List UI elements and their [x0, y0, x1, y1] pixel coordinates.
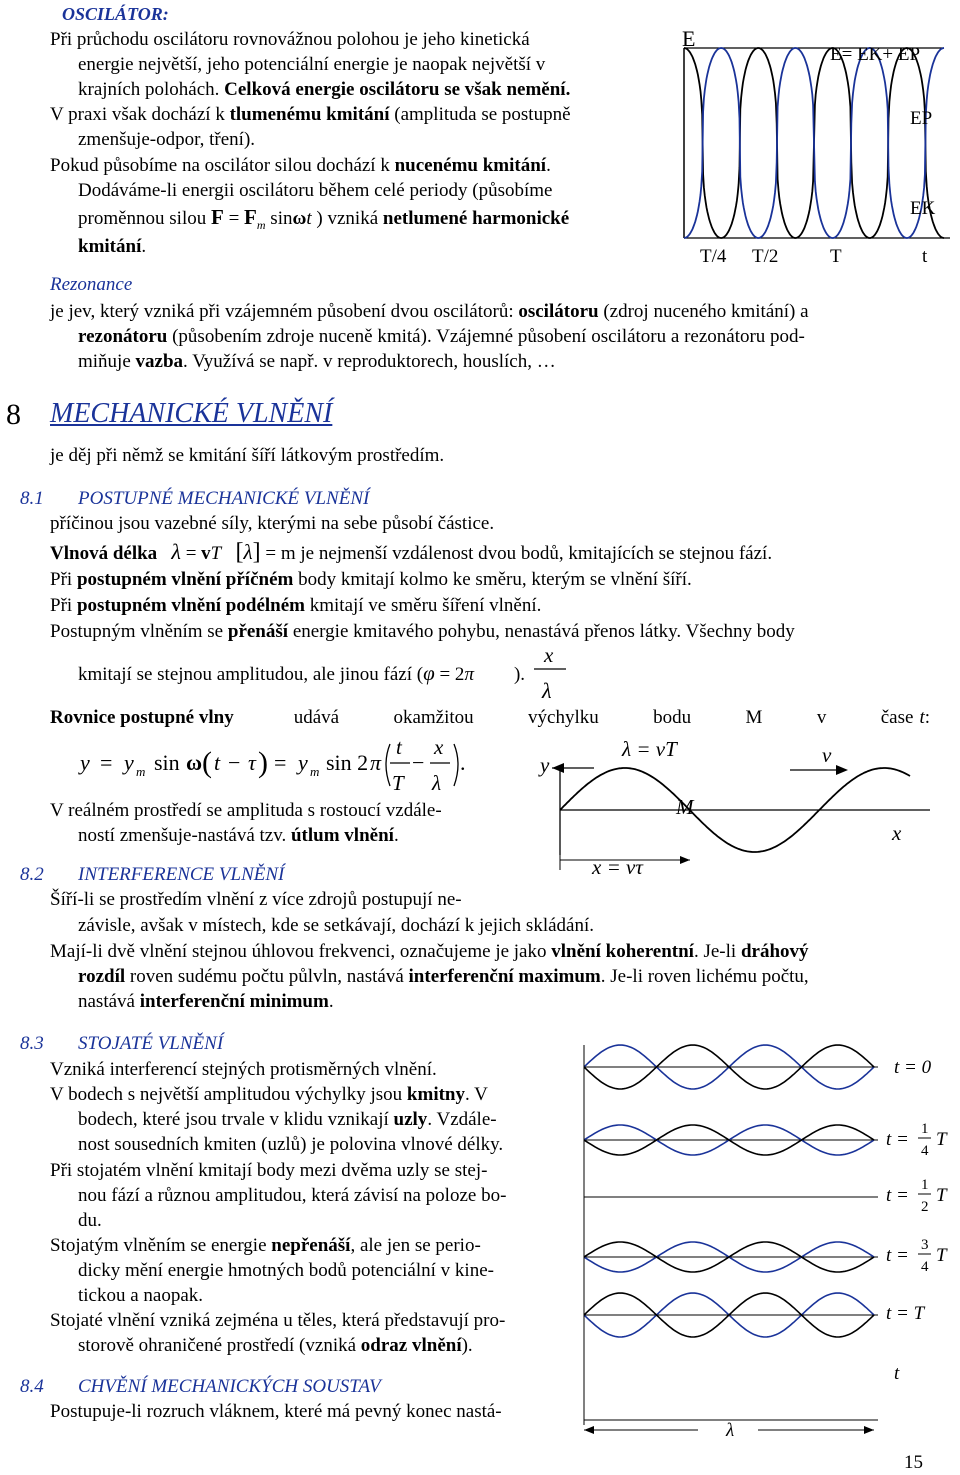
energy-chart — [660, 0, 960, 275]
svg-text:4: 4 — [921, 1143, 929, 1159]
svg-text:λ: λ — [432, 771, 442, 795]
oscilator-heading: OSCILÁTOR: — [62, 4, 169, 24]
svg-text:(: ( — [202, 746, 212, 779]
svg-text:x: x — [544, 643, 554, 667]
s82-line-4: rozdíl roven sudému počtu půlvln, nastává interferenční maximum. Je-li roven lichému počtu, — [78, 966, 809, 987]
svg-text:π: π — [370, 750, 382, 775]
section-8-number: 8 — [6, 398, 21, 431]
energy-ep-label: EP — [910, 108, 933, 129]
osc-line-4: V praxi však dochází k tlumenému kmitání (amplituda se postupně — [50, 104, 571, 125]
s81-line-7: Rovnice postupné vlny udává okamžitou výchylku bodu M v čase t: — [50, 707, 930, 728]
section-8-desc: je děj při němž se kmitání šíří látkovým prostředím. — [50, 445, 445, 466]
travel-v-label: v — [822, 743, 832, 767]
svg-text:T: T — [392, 771, 404, 795]
travel-x-eq: x = vτ — [592, 855, 643, 879]
osc-line-1: Při průchodu oscilátoru rovnovážnou polohou je jeho kinetická — [50, 29, 530, 50]
svg-text:1: 1 — [921, 1177, 929, 1193]
s81-line-1: příčinou jsou vazebné síly, kterými na sebe působí částice. — [50, 513, 495, 534]
s81-line-9: ností zmenšuje-nastává tzv. útlum vlnění. — [78, 825, 399, 846]
osc-line-2: energie největší, jeho potenciální energie je naopak největší v — [78, 54, 546, 75]
section-82-title: INTERFERENCE VLNĚNÍ — [78, 864, 285, 885]
section-83-title: STOJATÉ VLNĚNÍ — [78, 1033, 224, 1054]
svg-text:ω: ω — [186, 750, 203, 775]
svg-text:=: = — [100, 750, 113, 775]
section-83-number: 8.3 — [20, 1033, 44, 1054]
svg-text:y: y — [124, 750, 134, 775]
svg-text:t: t — [214, 750, 221, 775]
section-82-number: 8.2 — [20, 864, 44, 885]
section-8-title: MECHANICKÉ VLNĚNÍ — [50, 398, 333, 429]
energy-taxis-label: t — [922, 246, 928, 267]
svg-text:sin 2: sin 2 — [326, 750, 369, 775]
standing-t1-label — [886, 1121, 948, 1159]
s83-line-11: Stojaté vlnění vzniká zejména u těles, která představují pro- — [50, 1310, 506, 1331]
svg-text:T: T — [936, 1245, 947, 1266]
standing-lambda-label: λ — [726, 1420, 735, 1441]
svg-text:sin: sin — [154, 750, 180, 775]
s83-line-9: dicky mění energie hmotných bodů potenciální v kine- — [78, 1260, 494, 1281]
standing-t3-label — [886, 1237, 948, 1275]
svg-text:): ) — [258, 746, 268, 779]
svg-text:−: − — [228, 750, 241, 775]
energy-ek-label: EK — [910, 198, 936, 219]
standing-wave-chart — [578, 1025, 960, 1445]
svg-text:t =: t = — [886, 1129, 909, 1150]
s81-line-2: Vlnová délka λ = vT [λ] = m je nejmenší vzdálenost dvou bodů, kmitajících se stejnou fází. — [50, 539, 773, 565]
s83-line-2: V bodech s největší amplitudou výchylky jsou kmitny. V — [50, 1084, 488, 1105]
standing-t-axis-label: t — [894, 1363, 900, 1384]
svg-text:λ: λ — [542, 678, 552, 703]
s83-line-7: du. — [78, 1210, 102, 1231]
s81-line-4: Při postupném vlnění podélném kmitají ve směru šíření vlnění. — [50, 595, 542, 616]
s84-line-1: Postupuje-li rozruch vláknem, které má pevný konec nastá- — [50, 1401, 502, 1422]
svg-text:3: 3 — [921, 1237, 929, 1253]
osc-line-3: krajních polohách. Celková energie oscilátoru se však nemění. — [78, 79, 571, 100]
travel-lambda-label: λ = vT — [622, 737, 677, 761]
standing-t4-label: t = T — [886, 1303, 925, 1324]
travel-m-label: M — [676, 795, 694, 819]
section-84-title: CHVĚNÍ MECHANICKÝCH SOUSTAV — [78, 1376, 381, 1397]
svg-text:m: m — [310, 764, 320, 779]
svg-text:t =: t = — [886, 1245, 909, 1266]
s81-line-8: V reálném prostředí se amplituda s rostoucí vzdále- — [50, 800, 442, 821]
energy-sum-label: E= EK+ EP — [830, 44, 921, 65]
osc-line-9: kmitání. — [78, 236, 147, 257]
energy-t-label: T — [830, 246, 842, 267]
osc-line-8: proměnnou silou $F = F_m$ sinωt ) vzniká netlumené harmonické — [78, 205, 570, 232]
phase-fraction — [530, 642, 570, 704]
rez-line-2: rezonátoru (působením zdroje nuceně kmitá). Vzájemné působení oscilátoru a rezonátoru pod- — [78, 326, 805, 347]
s83-line-4: nost sousedních kmiten (uzlů) je polovina vlnové délky. — [78, 1134, 504, 1155]
s81-line-5: Postupným vlněním se přenáší energie kmitavého pohybu, nenastává přenos látky. Všechny body — [50, 621, 795, 642]
svg-text:t =: t = — [886, 1185, 909, 1206]
svg-text:1: 1 — [921, 1121, 929, 1137]
svg-text:−: − — [412, 750, 425, 775]
svg-text:y: y — [80, 750, 90, 775]
s81-line-6: kmitají se stejnou amplitudou, ale jinou fází (φ = 2π ). — [78, 661, 526, 685]
svg-text:2: 2 — [921, 1199, 929, 1215]
s83-line-12: storově ohraničené prostředí (vzniká odraz vlnění). — [78, 1335, 473, 1356]
s83-line-1: Vzniká interferencí stejných protisměrných vlnění. — [50, 1059, 437, 1080]
travel-y-label: y — [540, 753, 550, 777]
s82-line-5: nastává interferenční minimum. — [78, 991, 334, 1012]
energy-e-label: E — [682, 26, 696, 51]
s83-line-8: Stojatým vlněním se energie nepřenáší, ale jen se perio- — [50, 1235, 481, 1256]
osc-line-6: Pokud působíme na oscilátor silou dochází k nucenému kmitání. — [50, 155, 551, 176]
travel-wave-chart — [530, 730, 960, 890]
rez-line-1: je jev, který vzniká při vzájemném působení dvou oscilátorů: oscilátoru (zdroj nuceného kmitání) a — [50, 301, 809, 322]
svg-text:=: = — [274, 750, 287, 775]
svg-text:t: t — [396, 735, 402, 759]
osc-line-5: zmenšuje-odpor, tření). — [78, 129, 256, 150]
svg-text:τ: τ — [248, 750, 256, 775]
wave-equation — [70, 730, 530, 800]
standing-t2-label — [886, 1177, 948, 1215]
energy-t2-label: T/2 — [752, 246, 779, 267]
energy-t4-label: T/4 — [700, 246, 727, 267]
s82-line-1: Šíří-li se prostředím vlnění z více zdrojů postupují ne- — [50, 889, 462, 910]
s83-line-5: Při stojatém vlnění kmitají body mezi dvěma uzly se stej- — [50, 1160, 488, 1181]
rezonance-title: Rezonance — [50, 274, 133, 295]
svg-text:.: . — [460, 750, 466, 775]
standing-t0-label: t = 0 — [894, 1057, 932, 1078]
ek-curve — [684, 48, 944, 238]
section-84-number: 8.4 — [20, 1376, 44, 1397]
s82-line-2: závisle, avšak v místech, kde se setkávají, dochází k jejich skládání. — [78, 915, 594, 936]
s81-line-3: Při postupném vlnění příčném body kmitají kolmo ke směru, kterým se vlnění šíří. — [50, 569, 692, 590]
s83-line-3: bodech, které jsou trvale v klidu vznikají uzly. Vzdále- — [78, 1109, 497, 1130]
s82-line-3: Mají-li dvě vlnění stejnou úhlovou frekvenci, označujeme je jako vlnění koherentní. Je-li dráhový — [50, 941, 809, 962]
s83-line-10: tickou a naopak. — [78, 1285, 204, 1306]
svg-text:T: T — [936, 1129, 947, 1150]
section-81-number: 8.1 — [20, 488, 44, 509]
s83-line-6: nou fází a různou amplitudou, která závisí na poloze bo- — [78, 1185, 507, 1206]
rez-line-3: miňuje vazba. Využívá se např. v reproduktorech, houslích, … — [78, 351, 556, 372]
svg-text:T: T — [936, 1185, 947, 1206]
svg-text:y: y — [298, 750, 308, 775]
osc-line-7: Dodáváme-li energii oscilátoru během celé periody (působíme — [78, 180, 553, 201]
svg-text:m: m — [136, 764, 146, 779]
page-number: 15 — [904, 1452, 923, 1473]
svg-text:x: x — [434, 735, 444, 759]
svg-text:4: 4 — [921, 1259, 929, 1275]
travel-x-label: x — [892, 821, 902, 845]
section-81-title: POSTUPNÉ MECHANICKÉ VLNĚNÍ — [78, 488, 370, 509]
